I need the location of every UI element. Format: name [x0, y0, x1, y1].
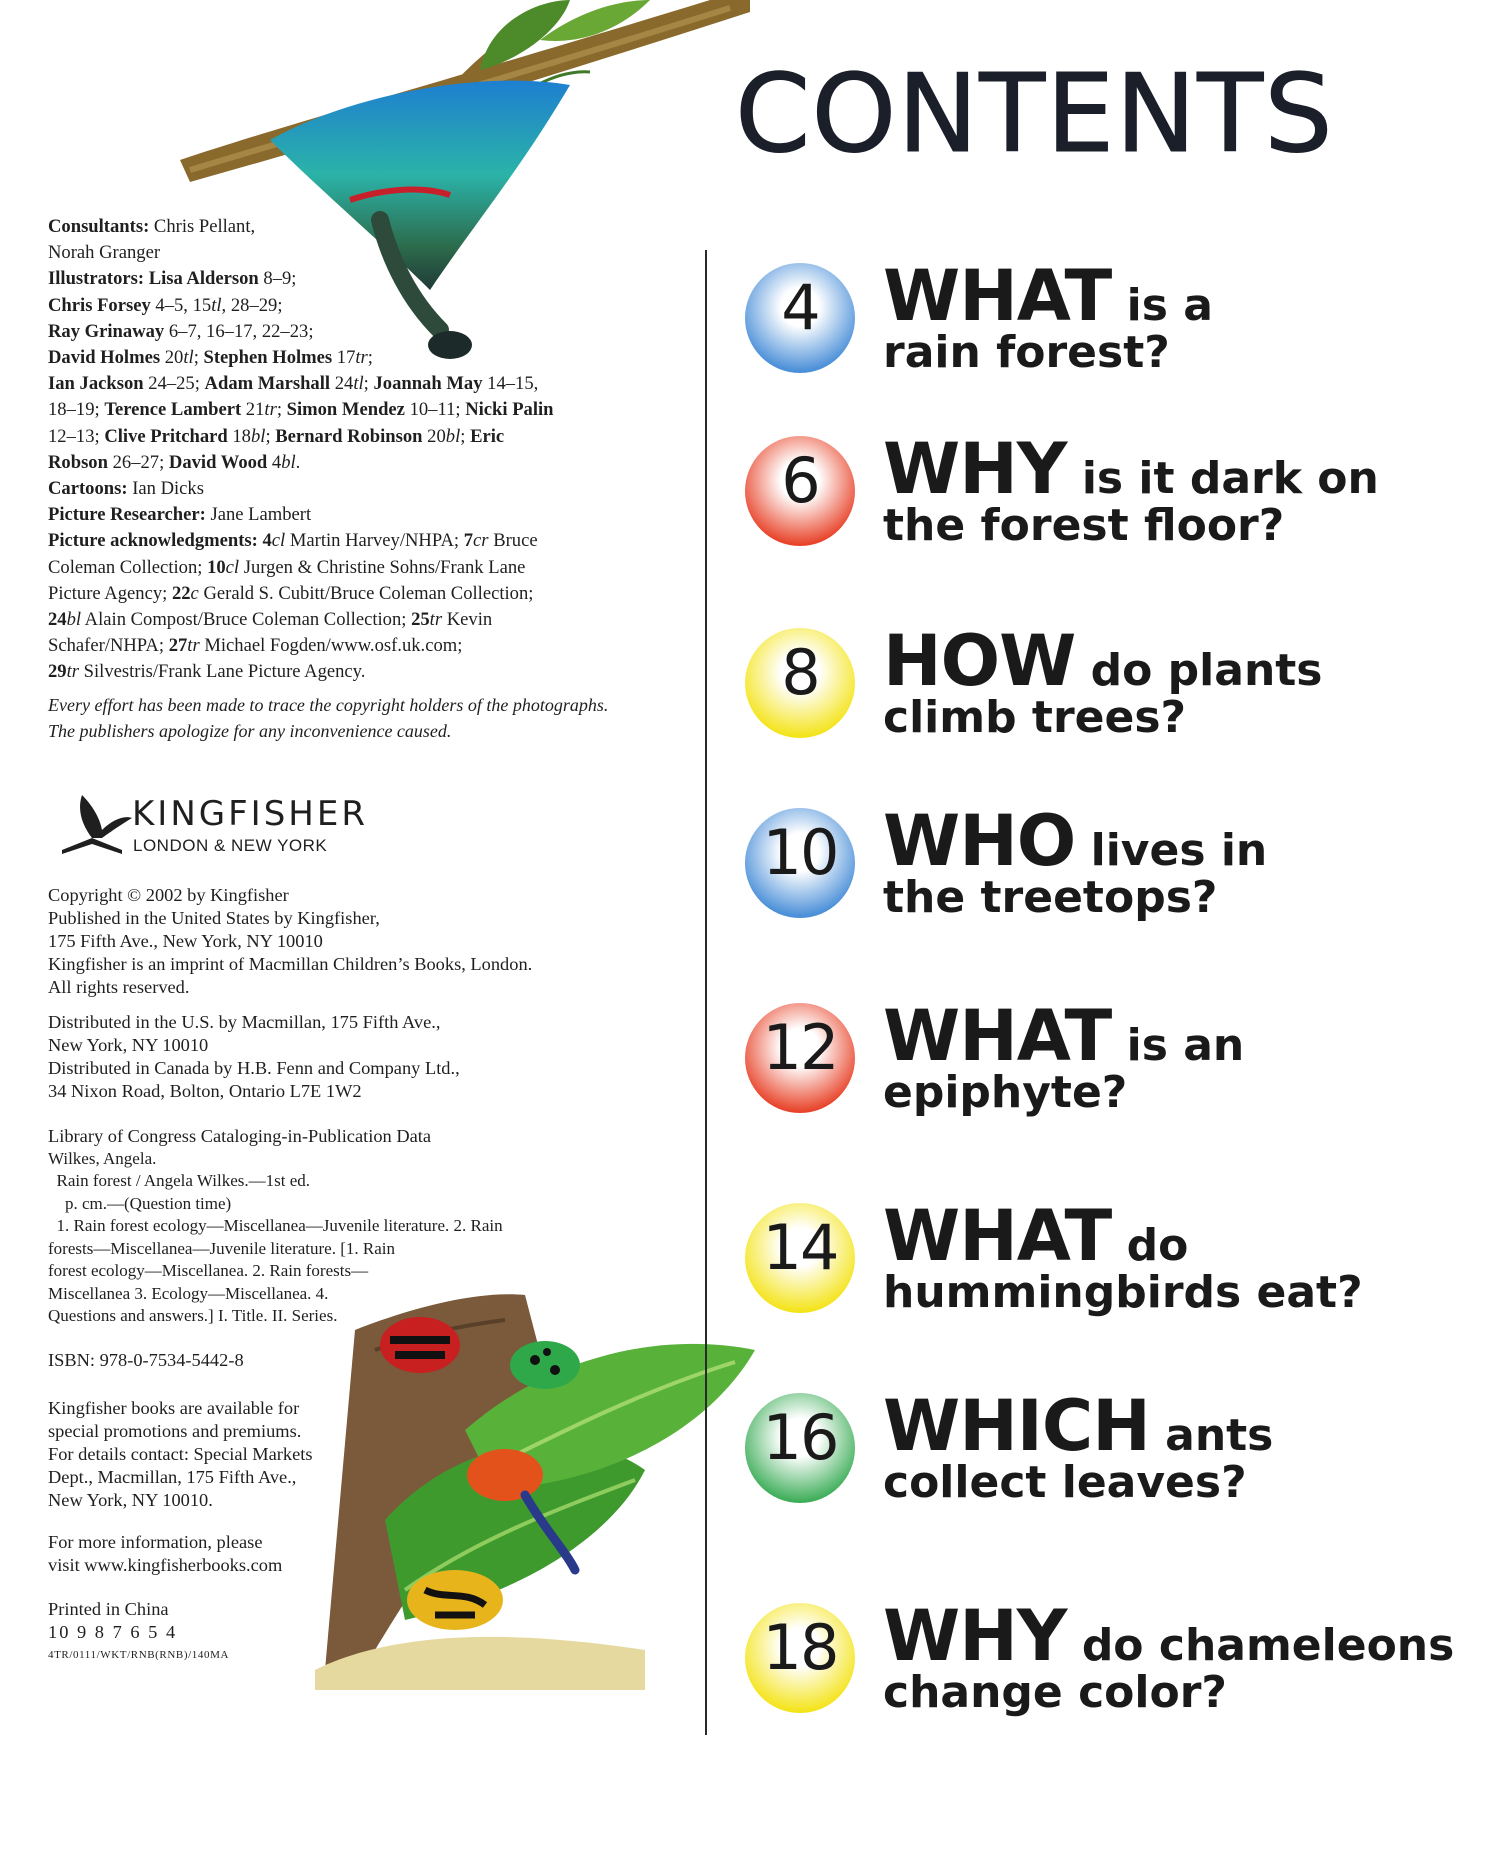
credit-line	[48, 293, 688, 319]
more-info-block	[48, 1531, 378, 1577]
credit-text: 4	[267, 451, 282, 473]
credit-text: Clive Pritchard	[104, 425, 228, 447]
cip-line: forests—Miscellanea—Juvenile literature. [1. Rain	[48, 1238, 395, 1258]
credit-line	[48, 607, 688, 633]
special-markets-line: Dept., Macmillan, 175 Fifth Ave.,	[48, 1467, 297, 1487]
page-number: 16	[762, 1401, 838, 1474]
credit-text: cl	[271, 530, 286, 552]
question-word: WHAT	[883, 255, 1112, 337]
credit-text: Picture acknowledgments:	[48, 530, 263, 552]
credit-text: Gerald S. Cubitt/Bruce Coleman Collection;	[198, 582, 534, 604]
question-rest: do chameleons	[1081, 1620, 1455, 1671]
credit-line	[48, 397, 688, 423]
entry-question-continuation: the forest floor?	[883, 500, 1285, 551]
credit-text: Cartoons:	[48, 478, 133, 500]
credit-text: ;	[367, 347, 373, 369]
credit-text: Chris Forsey	[48, 294, 151, 316]
cataloging-data-block	[48, 1125, 608, 1328]
entry-question-continuation: change color?	[883, 1667, 1227, 1718]
entry-question-continuation: the treetops?	[883, 872, 1218, 923]
credit-text: 24	[48, 609, 67, 631]
disclaimer-line: Every effort has been made to trace the copyright holders of the photographs.	[48, 695, 609, 715]
credit-text: Robson	[48, 451, 108, 473]
credit-text: Joannah May	[373, 373, 483, 395]
cip-line: Questions and answers.] I. Title. II. Series.	[48, 1306, 338, 1325]
credit-text: ;	[363, 373, 374, 395]
special-markets-block	[48, 1397, 378, 1512]
special-markets-line: special promotions and premiums.	[48, 1421, 302, 1441]
copyright-line: Kingfisher is an imprint of Macmillan Children’s Books, London.	[48, 954, 533, 974]
credit-text: Illustrators: Lisa Alderson	[48, 268, 259, 290]
credit-text: 29	[48, 661, 67, 683]
credit-text: Ray Grinaway	[48, 320, 165, 342]
credit-text: tr	[66, 661, 79, 683]
credit-text: Simon Mendez	[286, 399, 405, 421]
question-rest: lives in	[1090, 825, 1268, 876]
credit-text: tl	[183, 347, 194, 369]
printed-in: Printed in China	[48, 1599, 169, 1619]
entry-question-continuation: hummingbirds eat?	[883, 1267, 1363, 1318]
column-divider	[705, 250, 707, 1735]
entry-question-line	[883, 620, 1323, 702]
credit-line	[48, 633, 688, 659]
credit-text: 4–5, 15	[150, 294, 212, 316]
credit-text: David Wood	[168, 451, 268, 473]
credits-block	[48, 214, 688, 686]
contents-entry[interactable]	[745, 1385, 1485, 1555]
credit-text: tl	[353, 373, 364, 395]
question-word: WHO	[883, 800, 1076, 882]
copyright-block	[48, 884, 688, 999]
disclaimer-line: The publishers apologize for any inconvenience caused.	[48, 721, 452, 741]
credit-text: 12–13;	[48, 425, 105, 447]
question-rest: ants	[1165, 1410, 1274, 1461]
distribution-block	[48, 1011, 688, 1103]
print-code: 4TR/0111/WKT/RNB(RNB)/140MA	[48, 1649, 229, 1661]
question-rest: is it dark on	[1081, 453, 1379, 504]
credit-text: 10	[207, 556, 226, 578]
credit-line	[48, 581, 688, 607]
credit-text: 18–19;	[48, 399, 105, 421]
credit-line	[48, 528, 688, 554]
cip-heading: Library of Congress Cataloging-in-Publication Data	[48, 1126, 432, 1146]
credit-text: bl	[281, 451, 296, 473]
entry-question-line	[883, 995, 1244, 1077]
contents-title: CONTENTS	[735, 52, 1334, 177]
credit-text: Ian Dicks	[132, 478, 204, 500]
distribution-line: 34 Nixon Road, Bolton, Ontario L7E 1W2	[48, 1081, 362, 1101]
poison-dart-frogs-illustration	[315, 1270, 765, 1690]
credit-text: 6–7, 16–17, 22–23;	[164, 320, 314, 342]
special-markets-line: For details contact: Special Markets	[48, 1444, 313, 1464]
entry-question-line	[883, 1385, 1273, 1467]
entry-question-line	[883, 1195, 1188, 1277]
credit-text: tr	[264, 399, 277, 421]
cip-line: Miscellanea 3. Ecology—Miscellanea. 4.	[48, 1283, 329, 1303]
entry-question-line	[883, 1595, 1454, 1677]
credit-line	[48, 502, 688, 528]
credit-text: 24	[330, 373, 354, 395]
credit-text: Martin Harvey/NHPA;	[285, 530, 464, 552]
credit-text: 24–25;	[143, 373, 205, 395]
copyright-line: Published in the United States by Kingfisher,	[48, 908, 380, 928]
credit-text: Picture Researcher:	[48, 504, 211, 526]
publisher-name: KINGFISHER	[132, 794, 368, 834]
page-number: 4	[781, 271, 819, 344]
credit-text: ;	[276, 399, 287, 421]
credit-text: 17	[332, 347, 356, 369]
cip-line: Rain forest / Angela Wilkes.—1st ed.	[48, 1171, 310, 1190]
contents-entry[interactable]	[745, 620, 1485, 790]
credit-text: Bruce	[488, 530, 538, 552]
contents-entry[interactable]	[745, 995, 1485, 1165]
question-word: WHAT	[883, 995, 1112, 1077]
credit-line	[48, 371, 688, 397]
credit-text: 25	[411, 609, 430, 631]
credit-text: cl	[225, 556, 240, 578]
credit-text: Adam Marshall	[204, 373, 331, 395]
credit-text: ;	[460, 425, 471, 447]
copyright-line: Copyright © 2002 by Kingfisher	[48, 885, 289, 905]
contents-entry[interactable]	[745, 255, 1485, 425]
credit-line	[48, 450, 688, 476]
copyright-line: 175 Fifth Ave., New York, NY 10010	[48, 931, 323, 951]
entry-question-line	[883, 428, 1379, 510]
credit-line	[48, 266, 688, 292]
question-word: HOW	[883, 620, 1076, 702]
credit-text: bl	[250, 425, 266, 447]
question-word: WHAT	[883, 1195, 1112, 1277]
credit-text: 14–15,	[482, 373, 539, 395]
credit-text: Picture Agency;	[48, 582, 172, 604]
credit-text: .	[295, 451, 301, 473]
print-numbers: 10 9 8 7 6 5 4	[48, 1622, 178, 1642]
credit-text: Michael Fogden/www.osf.uk.com;	[199, 635, 463, 657]
credit-text: bl	[66, 609, 82, 631]
contents-entry[interactable]	[745, 1595, 1485, 1765]
entry-question-continuation: epiphyte?	[883, 1067, 1128, 1118]
credit-text: Schafer/NHPA;	[48, 635, 169, 657]
entry-question-line	[883, 800, 1267, 882]
credit-text: Coleman Collection;	[48, 556, 208, 578]
credit-text: tr	[429, 609, 443, 631]
credit-text: 26–27;	[107, 451, 169, 473]
credit-text: Norah Granger	[48, 242, 161, 264]
publisher-location: LONDON & NEW YORK	[133, 836, 328, 855]
page-number: 10	[762, 816, 838, 889]
credit-text: 20	[160, 347, 184, 369]
entry-question-continuation: rain forest?	[883, 327, 1170, 378]
question-word: WHICH	[883, 1385, 1150, 1467]
printing-block	[48, 1598, 378, 1667]
credit-text: tr	[187, 635, 200, 657]
credit-text: , 28–29;	[221, 294, 283, 316]
credit-text: Terence Lambert	[104, 399, 242, 421]
page-number: 8	[781, 636, 819, 709]
special-markets-line: New York, NY 10010.	[48, 1490, 213, 1510]
credit-text: 21	[241, 399, 265, 421]
cip-line: Wilkes, Angela.	[48, 1148, 157, 1168]
credit-text: 10–11;	[404, 399, 466, 421]
credit-line	[48, 555, 688, 581]
question-rest: do plants	[1090, 645, 1323, 696]
question-rest: is a	[1126, 280, 1213, 331]
credit-line	[48, 476, 688, 502]
entry-question-continuation: climb trees?	[883, 692, 1187, 743]
credit-text: Eric	[470, 425, 505, 447]
page-number: 18	[762, 1611, 838, 1684]
contents-entry[interactable]	[745, 1195, 1485, 1365]
credit-text: 20	[422, 425, 446, 447]
more-info-line: visit www.kingfisherbooks.com	[48, 1555, 283, 1575]
page-number: 14	[762, 1211, 838, 1284]
special-markets-line: Kingfisher books are available for	[48, 1398, 300, 1418]
credit-text: Stephen Holmes	[203, 347, 333, 369]
credit-text: 4	[262, 530, 272, 552]
copyright-line: All rights reserved.	[48, 977, 190, 997]
credit-text: Jane Lambert	[210, 504, 312, 526]
cip-line: 1. Rain forest ecology—Miscellanea—Juvenile literature. 2. Rain	[48, 1216, 503, 1235]
entry-question-line	[883, 255, 1213, 337]
credit-line	[48, 214, 688, 240]
question-word: WHY	[883, 1595, 1067, 1677]
credit-text: 7	[463, 530, 474, 552]
contents-entry[interactable]	[745, 428, 1485, 598]
credit-text: tl	[211, 294, 222, 316]
page-number: 6	[781, 444, 819, 517]
credit-text: Consultants:	[48, 216, 154, 237]
question-word: WHY	[883, 428, 1067, 510]
credit-line	[48, 319, 688, 345]
credit-text: ;	[265, 425, 276, 447]
credit-line	[48, 659, 688, 685]
distribution-line: Distributed in Canada by H.B. Fenn and Company Ltd.,	[48, 1058, 460, 1078]
distribution-line: New York, NY 10010	[48, 1035, 209, 1055]
cip-line: p. cm.—(Question time)	[48, 1193, 232, 1213]
credit-text: c	[190, 582, 199, 604]
credit-text: Jurgen & Christine Sohns/Frank Lane	[239, 556, 526, 578]
credit-text: 27	[168, 635, 188, 657]
credit-text: David Holmes	[48, 347, 161, 369]
credit-text: Kevin	[442, 609, 493, 631]
page-number: 12	[762, 1011, 838, 1084]
copyright-disclaimer	[48, 692, 688, 744]
cip-line: forest ecology—Miscellanea. 2. Rain forests—	[48, 1261, 369, 1280]
credit-text: 18	[227, 425, 251, 447]
question-rest: do	[1126, 1220, 1189, 1271]
distribution-line: Distributed in the U.S. by Macmillan, 175 Fifth Ave.,	[48, 1012, 441, 1032]
entry-question-continuation: collect leaves?	[883, 1457, 1247, 1508]
credit-text: tr	[355, 347, 368, 369]
credit-text: 22	[171, 582, 191, 604]
credit-line	[48, 345, 688, 371]
credit-text: Silvestris/Frank Lane Picture Agency.	[79, 661, 366, 683]
question-rest: is an	[1126, 1020, 1245, 1071]
credit-line	[48, 240, 688, 266]
credit-text: Chris Pellant,	[153, 216, 256, 237]
credit-text: Nicki Palin	[465, 399, 554, 421]
credit-text: Alain Compost/Bruce Coleman Collection;	[81, 609, 412, 631]
contents-entry[interactable]	[745, 800, 1485, 970]
isbn: ISBN: 978-0-7534-5442-8	[48, 1350, 244, 1370]
credit-text: cr	[473, 530, 489, 552]
more-info-line: For more information, please	[48, 1532, 263, 1552]
credit-text: bl	[445, 425, 461, 447]
credit-text: Ian Jackson	[48, 373, 144, 395]
credit-text: Bernard Robinson	[275, 425, 423, 447]
credit-text: ;	[193, 347, 204, 369]
credit-line	[48, 424, 688, 450]
credit-text: 8–9;	[258, 268, 297, 290]
